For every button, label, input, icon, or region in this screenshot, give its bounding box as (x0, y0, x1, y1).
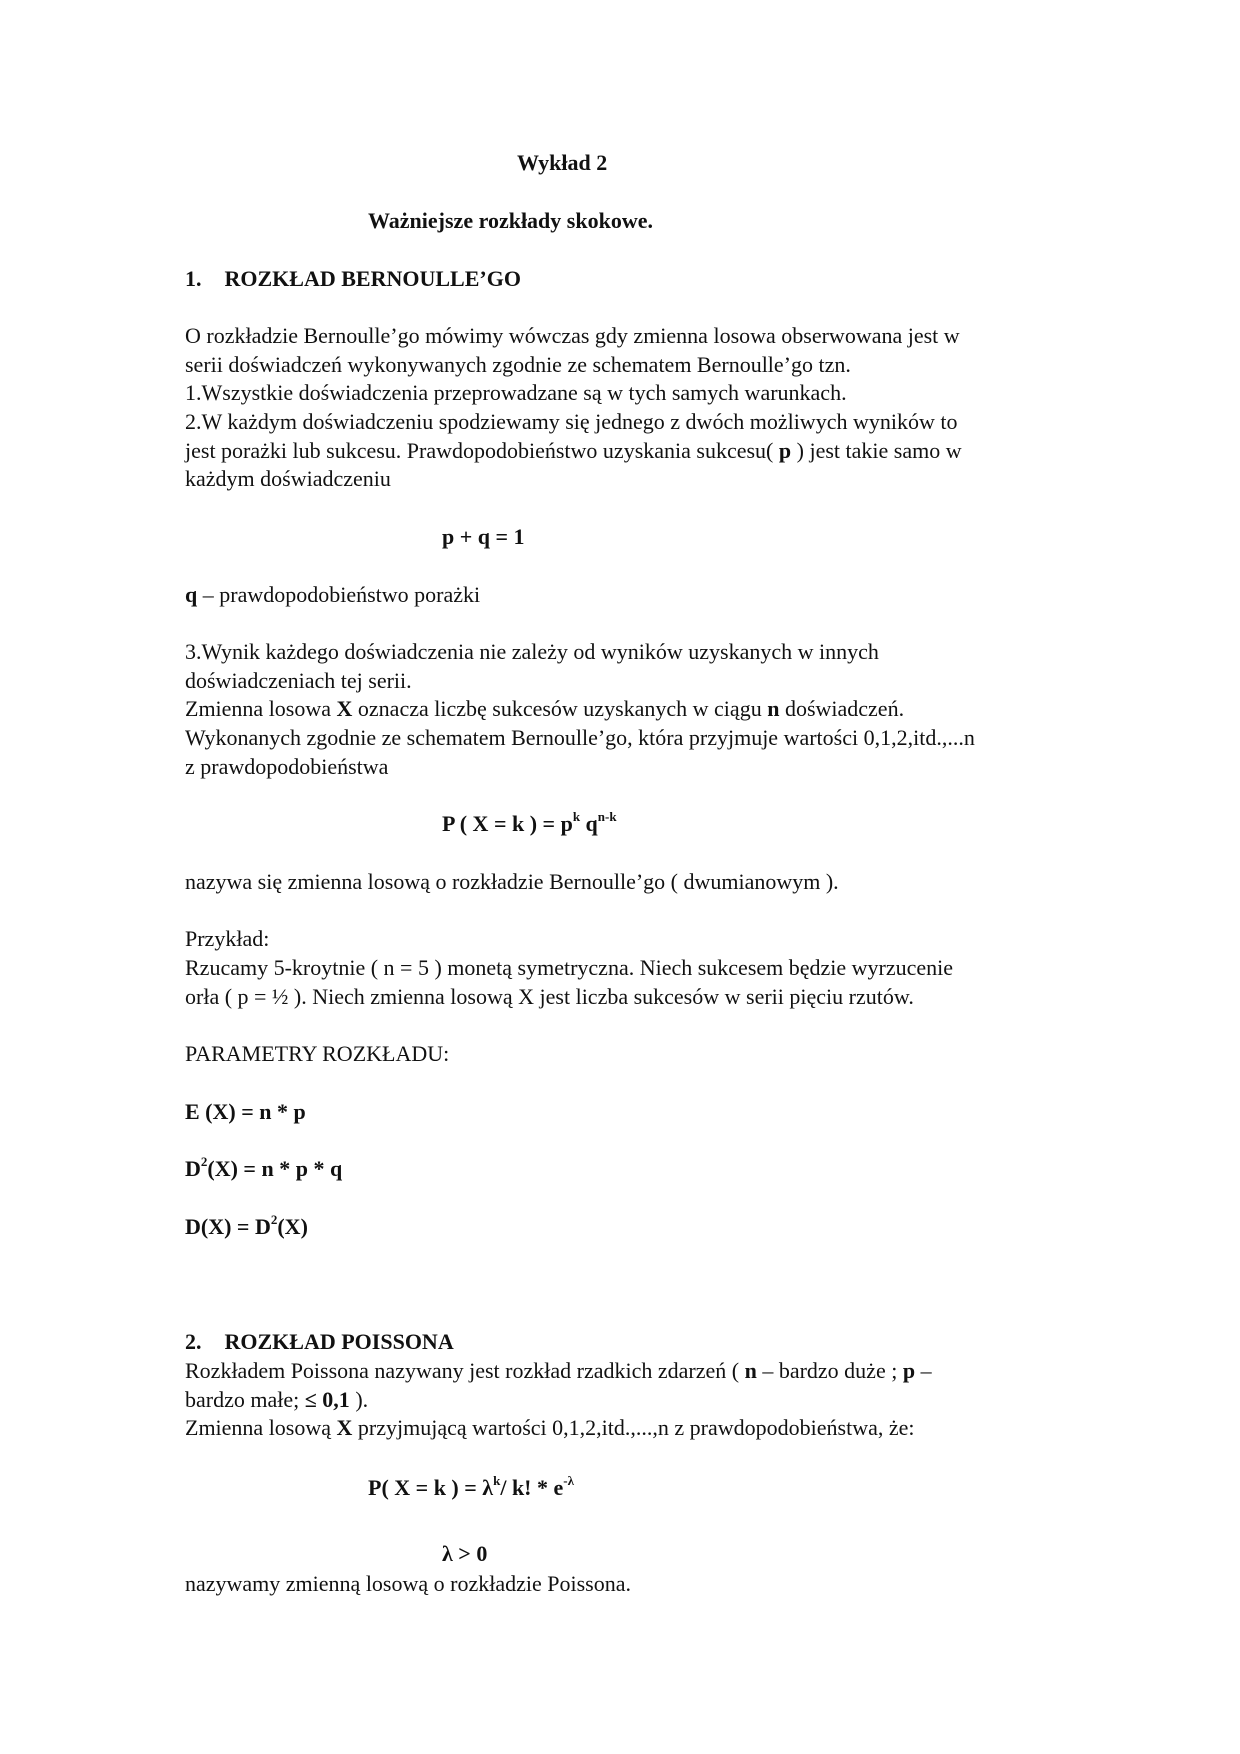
formula-part: P( X = k ) = λ (368, 1475, 494, 1500)
paragraph-line: każdym doświadczeniu (185, 466, 391, 491)
example-label: Przykład: (185, 926, 270, 951)
q-definition (185, 580, 480, 609)
params-heading: PARAMETRY ROZKŁADU: (185, 1041, 450, 1066)
text-run: Zmienna losową (185, 1415, 337, 1440)
formula-superscript: k (572, 808, 581, 824)
paragraph-line: nazywa się zmienna losową o rozkładzie Bernoulle’go ( dwumianowym ). (185, 869, 839, 894)
text-run: – (915, 1358, 932, 1383)
paragraph-line (185, 694, 904, 723)
formula-bernoulli (442, 809, 617, 838)
section-2-heading (185, 1327, 454, 1356)
paragraph-line (185, 1413, 915, 1442)
param-std-dev (185, 1212, 308, 1241)
text-run: ). (349, 1387, 369, 1412)
threshold-value: ≤ 0,1 (304, 1387, 350, 1412)
paragraph-line: z prawdopodobieństwa (185, 754, 389, 779)
text-run: Rozkładem Poissona nazywany jest rozkład rzadkich zdarzeń ( (185, 1358, 745, 1383)
formula-part: D(X) = D (185, 1214, 271, 1239)
section-1-title: ROZKŁAD BERNOULLE’GO (224, 266, 521, 291)
formula-superscript: n-k (597, 808, 617, 824)
text-run: oznacza liczbę sukcesów uzyskanych w ciągu (352, 696, 768, 721)
param-variance (185, 1154, 342, 1183)
page-subtitle: Ważniejsze rozkłady skokowe. (368, 208, 653, 233)
section-2-title: ROZKŁAD POISSONA (224, 1329, 454, 1354)
formula-poisson (368, 1473, 574, 1502)
formula-part: (X) (277, 1214, 308, 1239)
paragraph-line: nazywamy zmienną losową o rozkładzie Poissona. (185, 1571, 631, 1596)
text-run: – prawdopodobieństwo porażki (197, 582, 481, 607)
formula-superscript: 2 (270, 1211, 278, 1227)
formula-superscript: 2 (200, 1153, 208, 1169)
paragraph-line: 3.Wynik każdego doświadczenia nie zależy od wyników uzyskanych w innych (185, 639, 879, 664)
text-run: doświadczeń. (779, 696, 905, 721)
lambda-condition: λ > 0 (442, 1541, 488, 1566)
text-run: Zmienna losowa (185, 696, 337, 721)
paragraph-line: 2.W każdym doświadczeniu spodziewamy się jednego z dwóch możliwych wyników to (185, 409, 958, 434)
formula-part: q (580, 811, 598, 836)
paragraph-line: 1.Wszystkie doświadczenia przeprowadzane są w tych samych warunkach. (185, 380, 847, 405)
formula-superscript: k (493, 1472, 501, 1488)
text-run: jest porażki lub sukcesu. Prawdopodobieństwo uzyskania sukcesu( (185, 438, 779, 463)
text-run: bardzo małe; (185, 1387, 305, 1412)
symbol-x: X (336, 696, 353, 721)
formula-p-plus-q: p + q = 1 (442, 524, 525, 549)
symbol-q: q (185, 582, 198, 607)
formula-part: P ( X = k ) = p (442, 811, 573, 836)
symbol-p: p (902, 1358, 916, 1383)
text-run: – bardzo duże ; (756, 1358, 903, 1383)
paragraph-line (185, 1385, 368, 1414)
paragraph-line: doświadczeniach tej serii. (185, 668, 412, 693)
text-run: przyjmującą wartości 0,1,2,itd.,...,n z prawdopodobieństwa, że: (352, 1415, 915, 1440)
section-2-number: 2. (185, 1329, 202, 1354)
formula-part: (X) = n * p * q (207, 1156, 343, 1181)
paragraph-line (185, 1356, 932, 1385)
param-expected-value: E (X) = n * p (185, 1099, 306, 1124)
symbol-n: n (744, 1358, 757, 1383)
symbol-x: X (336, 1415, 353, 1440)
section-1-heading (185, 264, 521, 293)
text-run: ) jest takie samo w (791, 438, 962, 463)
formula-part: D (185, 1156, 201, 1181)
symbol-p: p (778, 438, 792, 463)
paragraph-line (185, 436, 962, 465)
formula-part: / k! * e (500, 1475, 564, 1500)
section-1-number: 1. (185, 266, 202, 291)
paragraph-line: O rozkładzie Bernoulle’go mówimy wówczas gdy zmienna losowa obserwowana jest w (185, 323, 960, 348)
formula-superscript: -λ (563, 1472, 574, 1488)
paragraph-line: Rzucamy 5-kroytnie ( n = 5 ) monetą symetryczna. Niech sukcesem będzie wyrzucenie (185, 955, 954, 980)
paragraph-line: orła ( p = ½ ). Niech zmienna losową X jest liczba sukcesów w serii pięciu rzutów. (185, 984, 914, 1009)
page-title: Wykład 2 (517, 150, 608, 175)
paragraph-line: serii doświadczeń wykonywanych zgodnie ze schematem Bernoulle’go tzn. (185, 352, 851, 377)
paragraph-line: Wykonanych zgodnie ze schematem Bernoulle’go, która przyjmuje wartości 0,1,2,itd.,...n (185, 725, 975, 750)
symbol-n: n (767, 696, 780, 721)
